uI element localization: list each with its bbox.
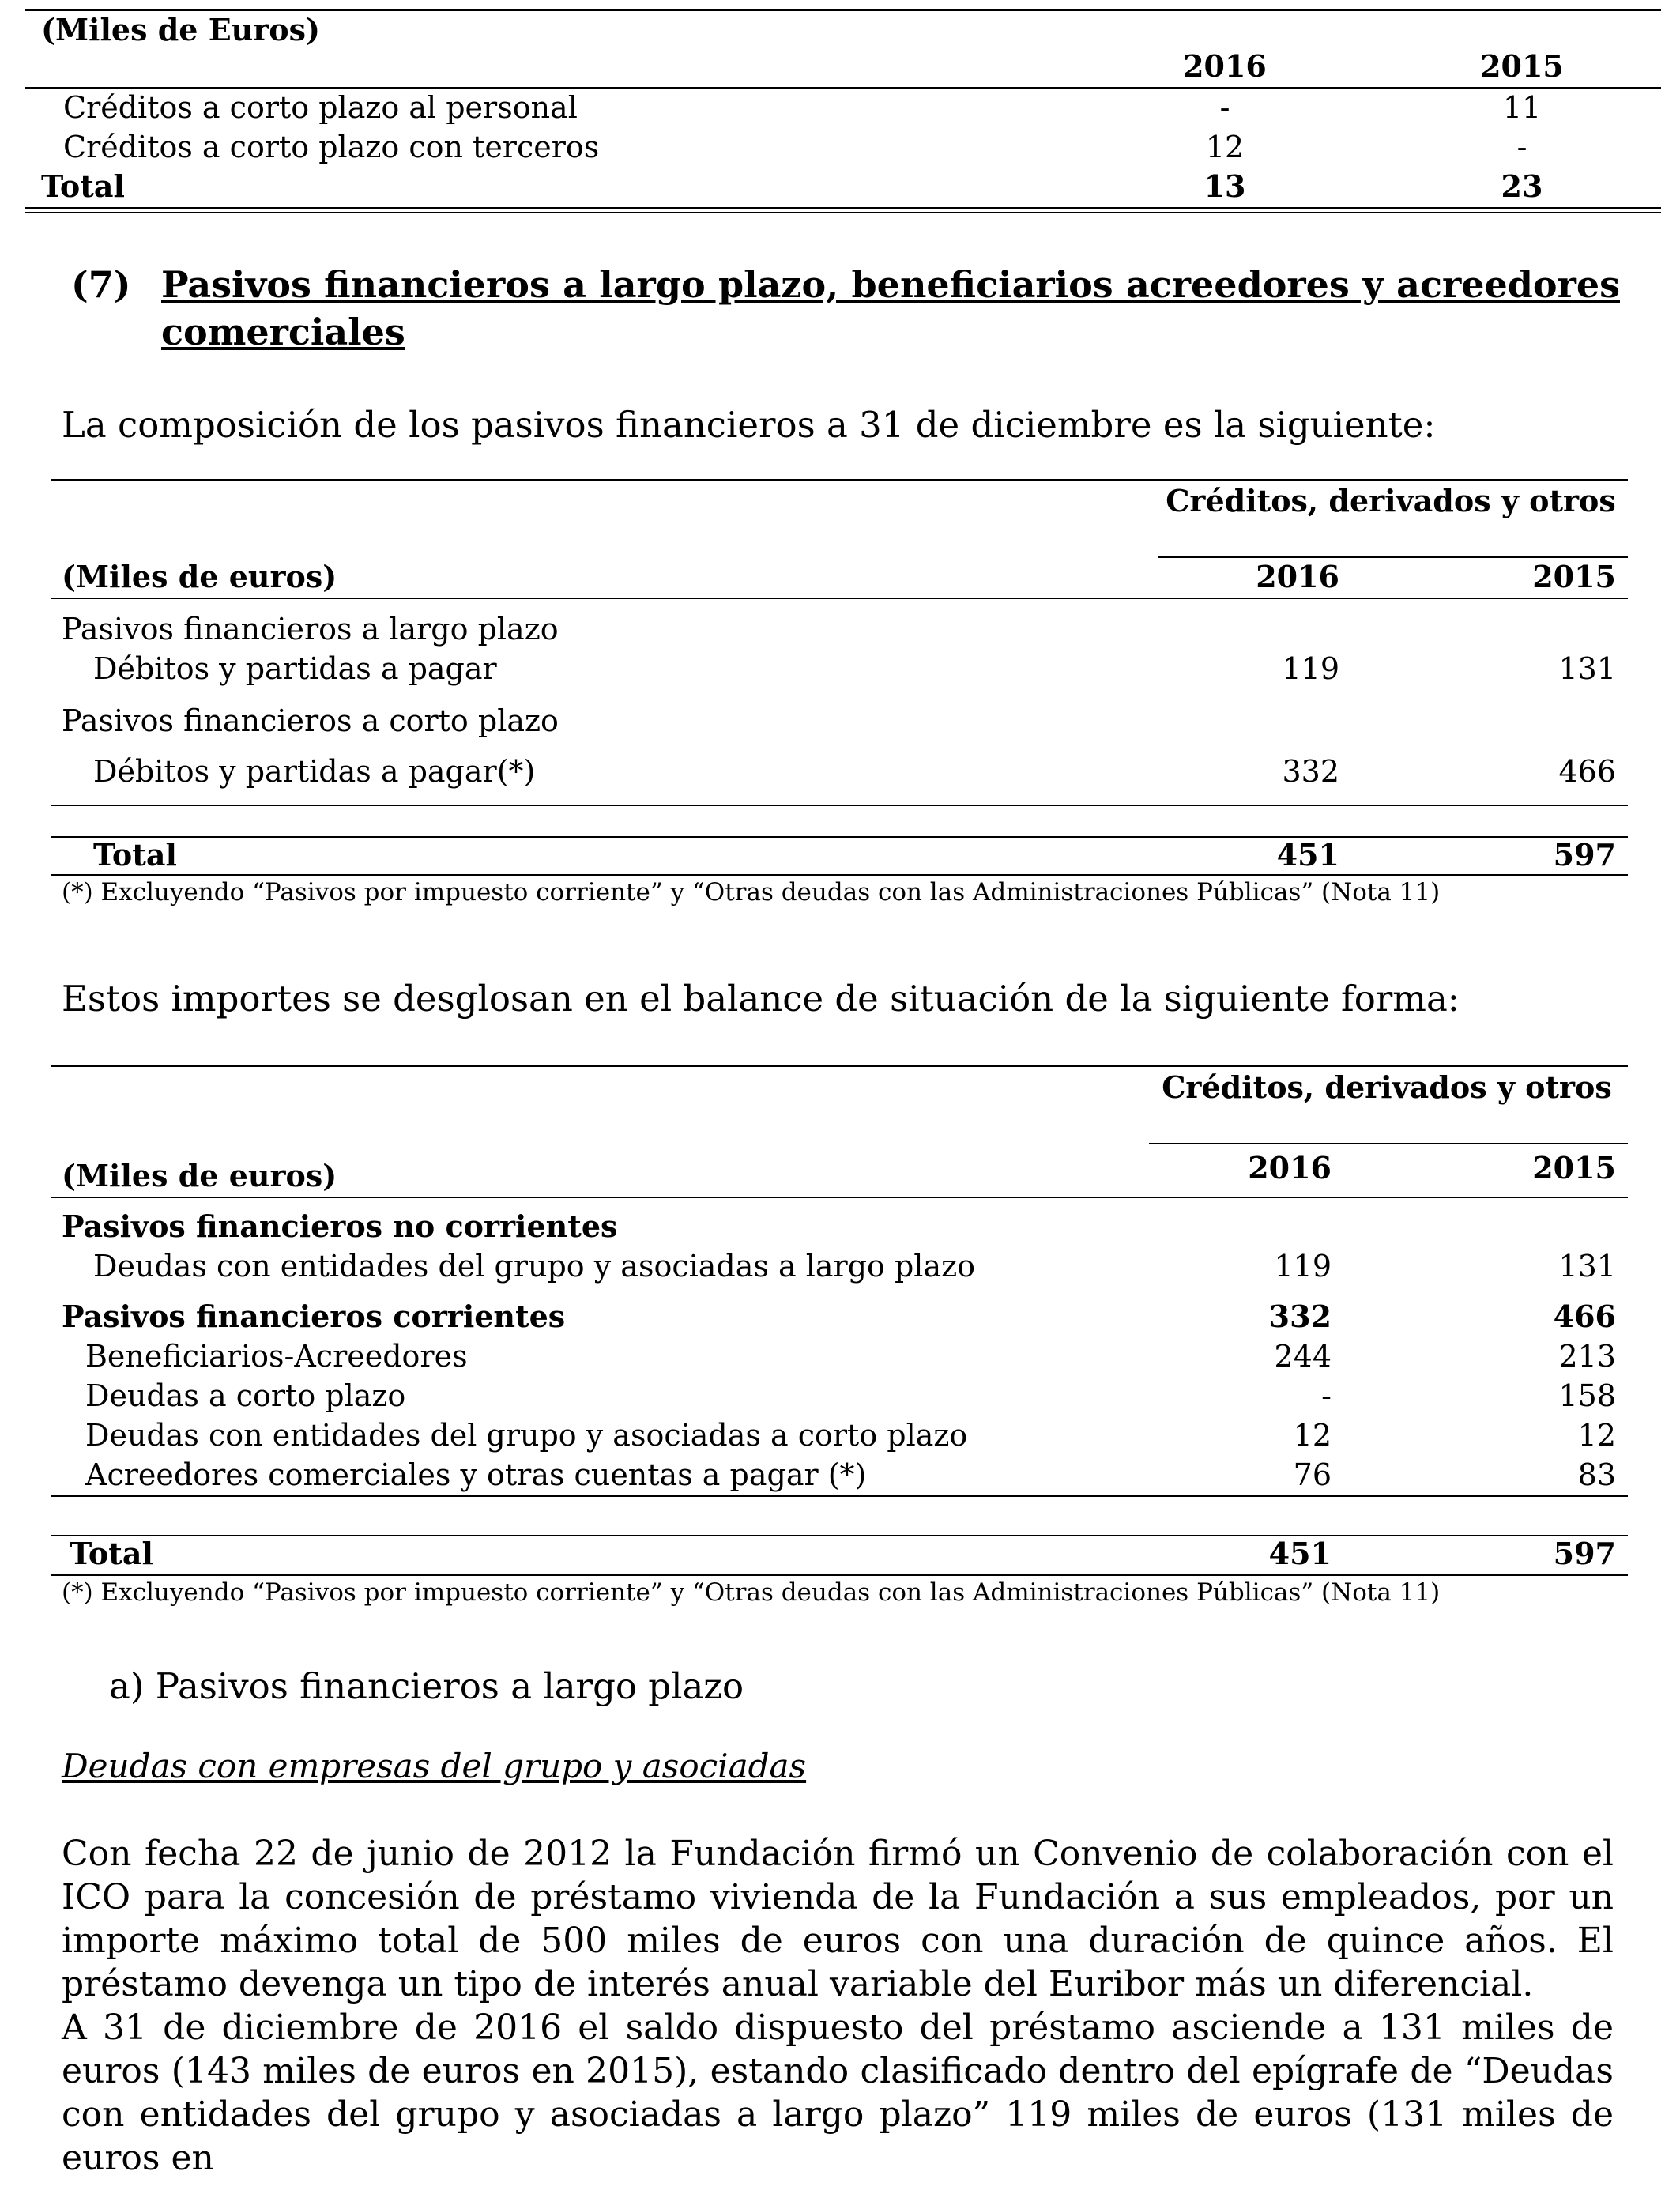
section-number: (7) bbox=[71, 263, 131, 306]
table2-total-rule bbox=[51, 836, 1628, 838]
table1-unit-label: (Miles de Euros) bbox=[41, 12, 321, 47]
table-row-value-2015: 83 bbox=[1577, 1457, 1616, 1492]
table-row-label: Deudas a corto plazo bbox=[85, 1378, 406, 1413]
section-title: Pasivos financieros a largo plazo, beneficiarios acreedores y acreedores comerciales bbox=[161, 263, 1620, 353]
table-row-value-2015: - bbox=[1516, 130, 1527, 164]
table-row-label: Créditos a corto plazo con terceros bbox=[63, 130, 600, 164]
table-row-value-2015: 158 bbox=[1558, 1378, 1616, 1413]
table1-bottom-rule bbox=[25, 207, 1661, 209]
table2-total-2016: 451 bbox=[1276, 837, 1339, 873]
table-row-value-2015: 12 bbox=[1577, 1418, 1616, 1453]
table2-group-header: Créditos, derivados y otros bbox=[1166, 483, 1616, 518]
table1-col-2016: 2016 bbox=[1183, 48, 1267, 84]
table3-noncurrent-label: Pasivos financieros no corrientes bbox=[62, 1208, 618, 1244]
table-row-value-2016: 12 bbox=[1293, 1418, 1332, 1453]
section-heading bbox=[71, 261, 1620, 356]
table-row-label: Deudas con entidades del grupo y asociadas a corto plazo bbox=[85, 1418, 968, 1453]
intro-composition: La composición de los pasivos financieros a 31 de diciembre es la siguiente: bbox=[62, 404, 1436, 446]
table2-group-long-term: Pasivos financieros a largo plazo bbox=[62, 612, 559, 647]
table2-sub-rule bbox=[51, 805, 1628, 806]
table-row-label: Acreedores comerciales y otras cuentas a pagar (*) bbox=[85, 1457, 867, 1492]
table1-total-label: Total bbox=[41, 168, 125, 204]
table-row-label: Beneficiarios-Acreedores bbox=[85, 1339, 468, 1374]
table-row-value-2016: - bbox=[1321, 1378, 1332, 1413]
table3-group-header: Créditos, derivados y otros bbox=[1162, 1069, 1612, 1105]
table-row-value-2015: 213 bbox=[1558, 1339, 1616, 1374]
table-row-value-2016: 119 bbox=[1282, 651, 1339, 686]
table3-current-2016: 332 bbox=[1268, 1299, 1332, 1334]
table3-total-rule bbox=[51, 1535, 1628, 1536]
table2-group-short-term: Pasivos financieros a corto plazo bbox=[62, 703, 559, 738]
table2-col-2016: 2016 bbox=[1256, 559, 1339, 594]
table2-bottom-rule bbox=[51, 874, 1628, 876]
body-text bbox=[62, 1832, 1614, 2180]
table-row-value-2016: 332 bbox=[1282, 754, 1339, 789]
table-row-label: Créditos a corto plazo al personal bbox=[63, 90, 578, 125]
table-row-value-2015: 131 bbox=[1558, 651, 1616, 686]
table1-total-2016: 13 bbox=[1203, 168, 1246, 204]
paragraph: A 31 de diciembre de 2016 el saldo dispuesto del préstamo asciende a 131 miles de euros (143 miles de euros en 2015), estando clasificado dentro del epígrafe de “Deudas con entidades del grupo y asociadas a largo plazo” 119 miles de euros (131 miles de euros en bbox=[62, 2007, 1614, 2178]
table3-col-2016: 2016 bbox=[1248, 1150, 1332, 1186]
table3-current-label: Pasivos financieros corrientes bbox=[62, 1299, 566, 1334]
table3-total-label: Total bbox=[70, 1536, 153, 1571]
table-row-value-2016: - bbox=[1219, 90, 1230, 125]
table-row-label: Débitos y partidas a pagar bbox=[93, 651, 497, 686]
table-row-value-2015: 11 bbox=[1502, 90, 1542, 125]
table1-top-rule bbox=[25, 9, 1661, 11]
table2-header-rule bbox=[51, 598, 1628, 599]
table-row-value-2016: 76 bbox=[1293, 1457, 1332, 1492]
table3-group-rule bbox=[1149, 1143, 1628, 1144]
table1-bottom-rule-double bbox=[25, 212, 1661, 213]
table3-col-2015: 2015 bbox=[1532, 1150, 1616, 1186]
table-row-value-2016: 12 bbox=[1205, 130, 1245, 164]
subsection-heading: a) Pasivos financieros a largo plazo bbox=[109, 1665, 744, 1707]
table-row-value-2015: 131 bbox=[1558, 1249, 1616, 1284]
table2-col-2015: 2015 bbox=[1532, 559, 1616, 594]
table3-top-rule bbox=[51, 1065, 1628, 1067]
table3-total-2016: 451 bbox=[1268, 1536, 1332, 1571]
table1-header-rule bbox=[25, 87, 1661, 89]
table2-total-2015: 597 bbox=[1553, 837, 1616, 873]
table-row-label: Débitos y partidas a pagar(*) bbox=[93, 754, 536, 789]
subsection-subtitle: Deudas con empresas del grupo y asociadas bbox=[62, 1747, 807, 1785]
table-row-value-2016: 119 bbox=[1274, 1249, 1332, 1284]
table3-sub-rule bbox=[51, 1495, 1628, 1497]
table3-footnote: (*) Excluyendo “Pasivos por impuesto corriente” y “Otras deudas con las Administraciones Públicas” (Nota 11) bbox=[62, 1578, 1441, 1607]
table3-bottom-rule bbox=[51, 1574, 1628, 1576]
table2-unit-label: (Miles de euros) bbox=[62, 559, 337, 594]
table3-unit-label: (Miles de euros) bbox=[62, 1158, 337, 1193]
table3-header-rule bbox=[51, 1197, 1628, 1198]
table-row-value-2016: 244 bbox=[1274, 1339, 1332, 1374]
intro-breakdown: Estos importes se desglosan en el balance de situación de la siguiente forma: bbox=[62, 978, 1460, 1020]
table1-col-2015: 2015 bbox=[1480, 48, 1564, 84]
table2-top-rule bbox=[51, 479, 1628, 481]
table1-total-2015: 23 bbox=[1501, 168, 1543, 204]
table2-total-label: Total bbox=[93, 837, 177, 873]
table-row-value-2015: 466 bbox=[1558, 754, 1616, 789]
table3-current-2015: 466 bbox=[1553, 1299, 1616, 1334]
table-row-label: Deudas con entidades del grupo y asociadas a largo plazo bbox=[93, 1249, 976, 1284]
paragraph: Con fecha 22 de junio de 2012 la Fundación firmó un Convenio de colaboración con el ICO para la concesión de préstamo vivienda de la Fundación a sus empleados, por un importe máximo total de 500 miles de euros con una duración de quince años. El préstamo devenga un tipo de interés anual variable del Euribor más un diferencial. bbox=[62, 1834, 1614, 2004]
table2-footnote: (*) Excluyendo “Pasivos por impuesto corriente” y “Otras deudas con las Administraciones Públicas” (Nota 11) bbox=[62, 878, 1441, 907]
table3-total-2015: 597 bbox=[1553, 1536, 1616, 1571]
table2-group-rule bbox=[1158, 556, 1628, 558]
